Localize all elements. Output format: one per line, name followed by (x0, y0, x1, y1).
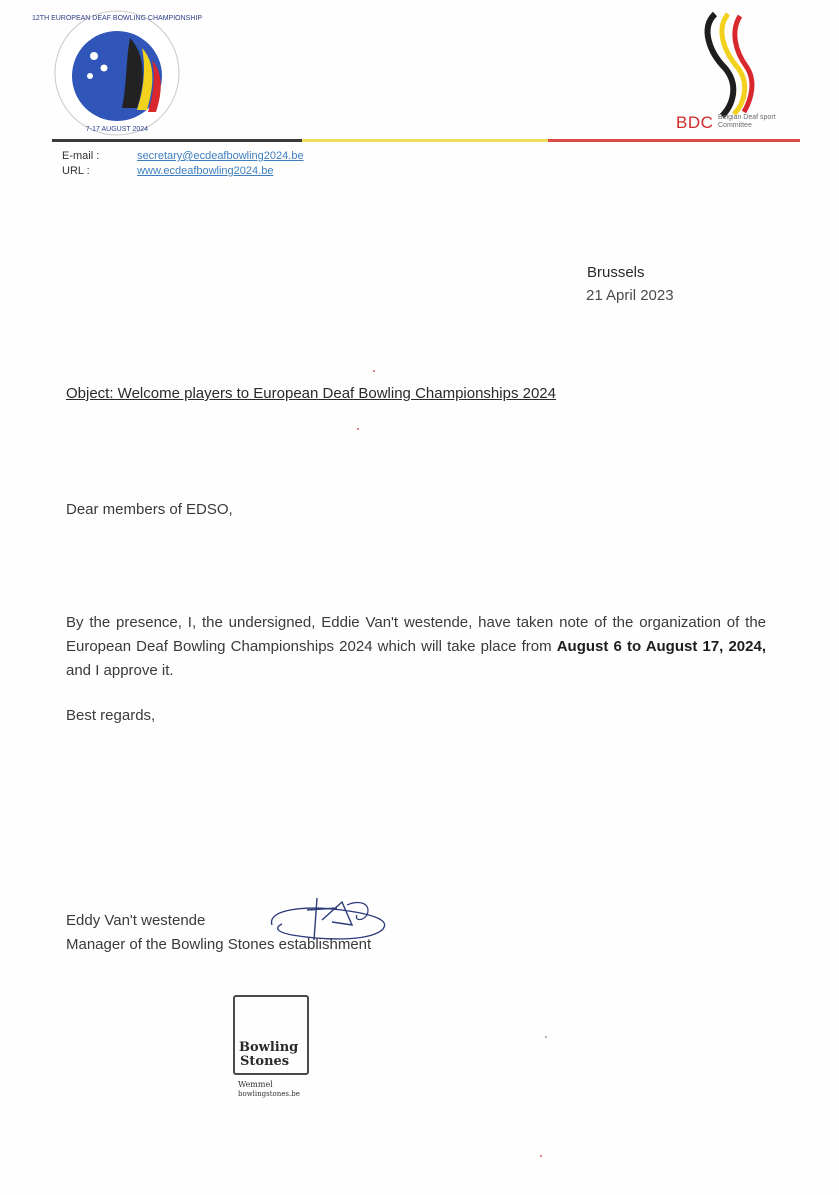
stamp-place: Wemmel (238, 1080, 273, 1089)
letter-date: 21 April 2023 (586, 287, 674, 304)
stamp-website: bowlingstones.be (238, 1090, 300, 1098)
contact-url-row (62, 165, 273, 177)
email-label: E-mail : (62, 150, 100, 162)
championship-logo (32, 8, 202, 138)
contact-email-row (62, 150, 304, 162)
signer-title: Manager of the Bowling Stones establishment (66, 936, 372, 953)
scan-speck (357, 428, 359, 430)
body-text-part1: By the presence, I, the undersigned, Eddie Van't westende, have taken note of the organization of the European Deaf Bowling Championships 2024 which will take place from (66, 614, 766, 655)
signer-name: Eddy Van't westende (66, 912, 206, 929)
url-label: URL : (62, 165, 90, 177)
email-link[interactable]: secretary@ecdeafbowling2024.be (137, 150, 304, 162)
bdc-abbr: BDC (676, 113, 714, 132)
scan-speck (373, 370, 375, 372)
letter-object: Object: Welcome players to European Deaf Bowling Championships 2024 (66, 385, 556, 402)
letter-place: Brussels (587, 264, 645, 281)
logo-dates-text: 7-17 AUGUST 2024 (85, 126, 149, 133)
letter-salutation: Dear members of EDSO, (66, 501, 233, 518)
body-event-dates: August 6 to August 17, 2024, (556, 638, 766, 655)
header-rule-black (52, 139, 302, 142)
letter-closing: Best regards, (66, 707, 156, 724)
website-link[interactable]: www.ecdeafbowling2024.be (137, 165, 274, 177)
scan-speck (545, 1036, 547, 1038)
letter-body (66, 611, 766, 683)
stamp-brand-line1: Bowling (239, 1040, 299, 1055)
bdc-subtitle-line2: Committee (718, 122, 752, 129)
header-rule-red (548, 139, 800, 142)
bdc-subtitle-line1: Belgian Deaf sport (718, 114, 776, 121)
stamp-brand-line2: Stones (240, 1054, 290, 1069)
header-rule-yellow (302, 139, 548, 142)
bdc-subtitle (718, 114, 798, 130)
logo-arc-text: 12TH EUROPEAN DEAF BOWLING CHAMPIONSHIP (32, 15, 202, 22)
body-text-part2: and I approve it. (66, 662, 174, 679)
scan-speck (540, 1155, 542, 1157)
